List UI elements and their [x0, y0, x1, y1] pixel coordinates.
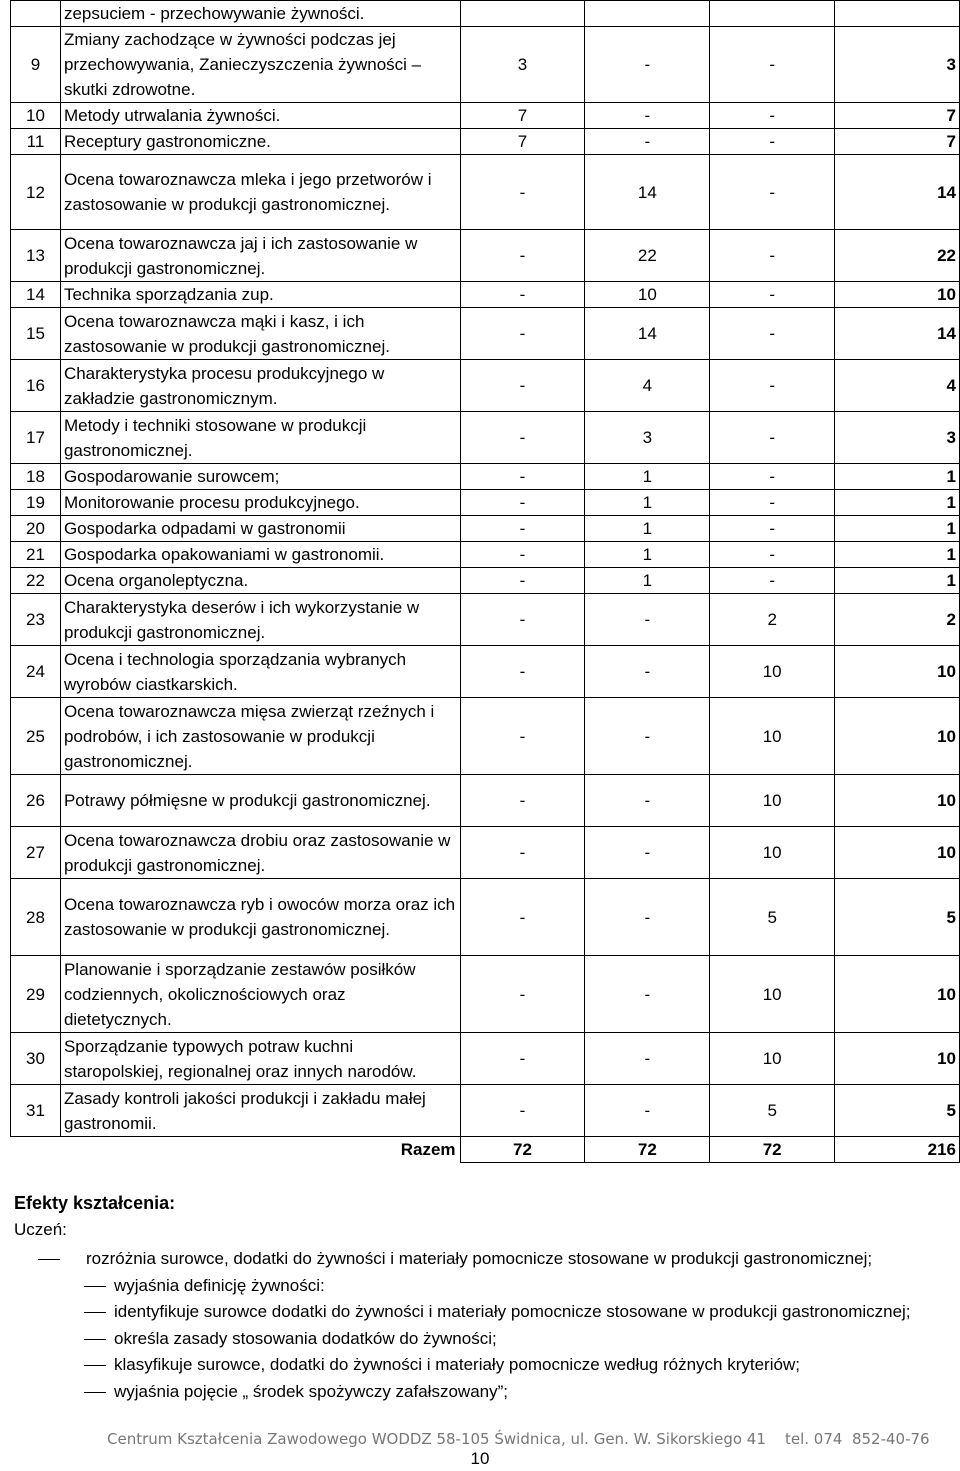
row-col1: -: [460, 155, 585, 230]
dash-bullet-icon: [84, 1312, 106, 1313]
table-row: [11, 1, 960, 27]
row-col3: 10: [710, 956, 835, 1033]
row-col2: -: [585, 646, 710, 698]
table-row: [11, 646, 960, 698]
row-topic: Potrawy półmięsne w produkcji gastronomicznej.: [60, 775, 460, 827]
row-col1: -: [460, 308, 585, 360]
table-row: [11, 1085, 960, 1137]
row-col2: 14: [585, 155, 710, 230]
table-row: [11, 594, 960, 646]
table-row: [11, 27, 960, 103]
table-row: [11, 827, 960, 879]
row-col2: -: [585, 827, 710, 879]
summary-label: Razem: [400, 1140, 456, 1160]
row-col2: -: [585, 698, 710, 775]
row-col3: -: [710, 412, 835, 464]
row-number: 29: [11, 956, 61, 1033]
row-number: 13: [11, 230, 61, 282]
table-row: [11, 308, 960, 360]
row-total: 1: [835, 464, 960, 490]
row-col3: 10: [710, 775, 835, 827]
dash-bullet-icon: [84, 1286, 106, 1287]
row-col3: -: [710, 542, 835, 568]
effect-text: rozróżnia surowce, dodatki do żywności i materiały pomocnicze stosowane w produkcji gastronomicznej;: [86, 1249, 873, 1268]
row-col2: -: [585, 775, 710, 827]
effect-text: wyjaśnia definicję żywności:: [114, 1275, 325, 1295]
row-col2: -: [585, 879, 710, 956]
row-col1: -: [460, 464, 585, 490]
row-topic: Ocena i technologia sporządzania wybranych wyrobów ciastkarskich.: [60, 646, 460, 698]
row-number: 19: [11, 490, 61, 516]
dash-bullet-icon: [84, 1339, 106, 1340]
row-col3: 10: [710, 646, 835, 698]
row-number: 14: [11, 282, 61, 308]
row-col1: -: [460, 490, 585, 516]
table-row: [11, 490, 960, 516]
row-total: 10: [835, 282, 960, 308]
effect-item: [38, 1299, 911, 1326]
row-col2: -: [585, 103, 710, 129]
row-col2: 1: [585, 542, 710, 568]
row-total: 5: [835, 1085, 960, 1137]
row-col3: 10: [710, 1033, 835, 1085]
row-number: 15: [11, 308, 61, 360]
row-number: 27: [11, 827, 61, 879]
row-number: 22: [11, 568, 61, 594]
row-col3: -: [710, 464, 835, 490]
row-number: 23: [11, 594, 61, 646]
row-topic: Ocena organoleptyczna.: [60, 568, 460, 594]
row-number: 12: [11, 155, 61, 230]
row-number: 24: [11, 646, 61, 698]
row-topic: Monitorowanie procesu produkcyjnego.: [60, 490, 460, 516]
row-col3: -: [710, 129, 835, 155]
effect-item: [38, 1379, 911, 1406]
table-row: [11, 103, 960, 129]
row-topic: Metody utrwalania żywności.: [60, 103, 460, 129]
row-col1: -: [460, 360, 585, 412]
row-total: 10: [835, 827, 960, 879]
row-col3: -: [710, 516, 835, 542]
row-col1: [460, 1, 585, 27]
dash-bullet-icon: [84, 1365, 106, 1366]
row-col3: -: [710, 308, 835, 360]
row-col2: 14: [585, 308, 710, 360]
row-col1: -: [460, 412, 585, 464]
row-topic: Gospodarowanie surowcem;: [60, 464, 460, 490]
effects-heading: Efekty kształcenia:: [14, 1193, 176, 1213]
row-col3: -: [710, 230, 835, 282]
row-number: 16: [11, 360, 61, 412]
row-col3: 2: [710, 594, 835, 646]
row-number: 11: [11, 129, 61, 155]
row-col2: 22: [585, 230, 710, 282]
row-col2: -: [585, 1033, 710, 1085]
row-col1: -: [460, 1085, 585, 1137]
row-total: 4: [835, 360, 960, 412]
row-number: 9: [11, 27, 61, 103]
row-col2: 10: [585, 282, 710, 308]
row-topic: zepsuciem - przechowywanie żywności.: [60, 1, 460, 27]
row-topic: Ocena towaroznawcza jaj i ich zastosowanie w produkcji gastronomicznej.: [60, 230, 460, 282]
row-col1: -: [460, 568, 585, 594]
row-col3: 10: [710, 698, 835, 775]
row-col2: -: [585, 1085, 710, 1137]
dash-bullet-icon: [84, 1392, 106, 1393]
effect-item: [38, 1352, 911, 1379]
row-topic: Planowanie i sporządzanie zestawów posiłków codziennych, okolicznościowych oraz dietetycznych.: [60, 956, 460, 1033]
effect-item: [38, 1326, 911, 1353]
row-col1: -: [460, 230, 585, 282]
row-number: 25: [11, 698, 61, 775]
table-row: [11, 956, 960, 1033]
row-number: 17: [11, 412, 61, 464]
table-row: [11, 542, 960, 568]
row-col3: 5: [710, 1085, 835, 1137]
row-col3: -: [710, 490, 835, 516]
row-col1: -: [460, 516, 585, 542]
row-total: 10: [835, 956, 960, 1033]
summary-total: 216: [835, 1137, 960, 1163]
row-col1: -: [460, 594, 585, 646]
row-topic: Technika sporządzania zup.: [60, 282, 460, 308]
row-col1: -: [460, 282, 585, 308]
effects-list: [38, 1246, 911, 1405]
row-topic: Ocena towaroznawcza mleka i jego przetworów i zastosowanie w produkcji gastronomicznej.: [60, 155, 460, 230]
row-total: 5: [835, 879, 960, 956]
row-total: 1: [835, 516, 960, 542]
row-topic: Charakterystyka procesu produkcyjnego w zakładzie gastronomicznym.: [60, 360, 460, 412]
row-col1: -: [460, 775, 585, 827]
row-col1: -: [460, 646, 585, 698]
row-total: 14: [835, 308, 960, 360]
row-col3: -: [710, 27, 835, 103]
row-number: 31: [11, 1085, 61, 1137]
table-row: [11, 516, 960, 542]
row-col3: 10: [710, 827, 835, 879]
table-row: [11, 879, 960, 956]
row-col2: [585, 1, 710, 27]
row-col2: 1: [585, 464, 710, 490]
effect-item: [38, 1273, 911, 1300]
row-topic: Ocena towaroznawcza ryb i owoców morza oraz ich zastosowanie w produkcji gastronomicznej.: [60, 879, 460, 956]
table-row: [11, 698, 960, 775]
row-col2: 1: [585, 490, 710, 516]
row-col3: -: [710, 360, 835, 412]
row-total: 1: [835, 568, 960, 594]
summary-row: [11, 1137, 960, 1163]
summary-col3: 72: [710, 1137, 835, 1163]
table-row: [11, 155, 960, 230]
table-row: [11, 1033, 960, 1085]
row-number: 30: [11, 1033, 61, 1085]
row-col3: -: [710, 282, 835, 308]
row-total: 1: [835, 542, 960, 568]
row-topic: Ocena towaroznawcza drobiu oraz zastosowanie w produkcji gastronomicznej.: [60, 827, 460, 879]
row-total: 22: [835, 230, 960, 282]
row-col3: [710, 1, 835, 27]
row-col1: 7: [460, 103, 585, 129]
row-topic: Metody i techniki stosowane w produkcji gastronomicznej.: [60, 412, 460, 464]
dash-bullet-icon: [38, 1259, 60, 1260]
row-total: [835, 1, 960, 27]
row-col3: -: [710, 155, 835, 230]
row-col3: 5: [710, 879, 835, 956]
row-number: 26: [11, 775, 61, 827]
row-col1: -: [460, 879, 585, 956]
table-row: [11, 282, 960, 308]
row-col3: -: [710, 103, 835, 129]
row-total: 10: [835, 1033, 960, 1085]
curriculum-table: [10, 0, 960, 1163]
row-col2: -: [585, 129, 710, 155]
row-total: 7: [835, 129, 960, 155]
row-col1: -: [460, 542, 585, 568]
row-number: [11, 1, 61, 27]
table-row: [11, 775, 960, 827]
row-number: 21: [11, 542, 61, 568]
row-col2: -: [585, 956, 710, 1033]
footer-address: Centrum Kształcenia Zawodowego WODDZ 58-105 Świdnica, ul. Gen. W. Sikorskiego 41 tel. 074 852-40-76: [107, 1430, 930, 1448]
row-topic: Zasady kontroli jakości produkcji i zakładu małej gastronomii.: [60, 1085, 460, 1137]
row-total: 14: [835, 155, 960, 230]
row-total: 10: [835, 698, 960, 775]
row-total: 1: [835, 490, 960, 516]
table-row: [11, 464, 960, 490]
summary-col2: 72: [585, 1137, 710, 1163]
row-total: 7: [835, 103, 960, 129]
row-number: 10: [11, 103, 61, 129]
effect-text: klasyfikuje surowce, dodatki do żywności i materiały pomocnicze według różnych kryteriów;: [114, 1355, 800, 1374]
page-number: 10: [470, 1449, 490, 1468]
row-col2: 1: [585, 568, 710, 594]
row-col3: -: [710, 568, 835, 594]
row-topic: Ocena towaroznawcza mąki i kasz, i ich zastosowanie w produkcji gastronomicznej.: [60, 308, 460, 360]
table-row: [11, 412, 960, 464]
table-row: [11, 230, 960, 282]
row-topic: Zmiany zachodzące w żywności podczas jej przechowywania, Zanieczyszczenia żywności – skutki zdrowotne.: [60, 27, 460, 103]
table-row: [11, 360, 960, 412]
effect-item: [38, 1246, 911, 1273]
effect-text: identyfikuje surowce dodatki do żywności i materiały pomocnicze stosowane w produkcji gastronomicznej;: [114, 1302, 911, 1321]
table-row: [11, 129, 960, 155]
row-topic: Gospodarka odpadami w gastronomii: [60, 516, 460, 542]
row-col2: -: [585, 27, 710, 103]
row-number: 20: [11, 516, 61, 542]
row-col1: -: [460, 827, 585, 879]
table-row: [11, 568, 960, 594]
row-total: 10: [835, 775, 960, 827]
row-col2: 3: [585, 412, 710, 464]
row-topic: Ocena towaroznawcza mięsa zwierząt rzeźnych i podrobów, i ich zastosowanie w produkcji gastronomicznej.: [60, 698, 460, 775]
row-col2: 1: [585, 516, 710, 542]
row-col1: -: [460, 1033, 585, 1085]
row-total: 2: [835, 594, 960, 646]
effects-subtitle: Uczeń:: [14, 1220, 67, 1239]
row-total: 10: [835, 646, 960, 698]
row-number: 28: [11, 879, 61, 956]
row-total: 3: [835, 27, 960, 103]
row-topic: Charakterystyka deserów i ich wykorzystanie w produkcji gastronomicznej.: [60, 594, 460, 646]
summary-col1: 72: [460, 1137, 585, 1163]
row-total: 3: [835, 412, 960, 464]
row-col1: 7: [460, 129, 585, 155]
row-number: 18: [11, 464, 61, 490]
row-topic: Receptury gastronomiczne.: [60, 129, 460, 155]
row-col2: 4: [585, 360, 710, 412]
row-col1: -: [460, 956, 585, 1033]
row-col1: 3: [460, 27, 585, 103]
row-col1: -: [460, 698, 585, 775]
effect-text: określa zasady stosowania dodatków do żywności;: [114, 1328, 497, 1348]
effect-text: wyjaśnia pojęcie „ środek spożywczy zafałszowany”;: [114, 1381, 508, 1401]
row-topic: Gospodarka opakowaniami w gastronomii.: [60, 542, 460, 568]
row-topic: Sporządzanie typowych potraw kuchni staropolskiej, regionalnej oraz innych narodów.: [60, 1033, 460, 1085]
row-col2: -: [585, 594, 710, 646]
